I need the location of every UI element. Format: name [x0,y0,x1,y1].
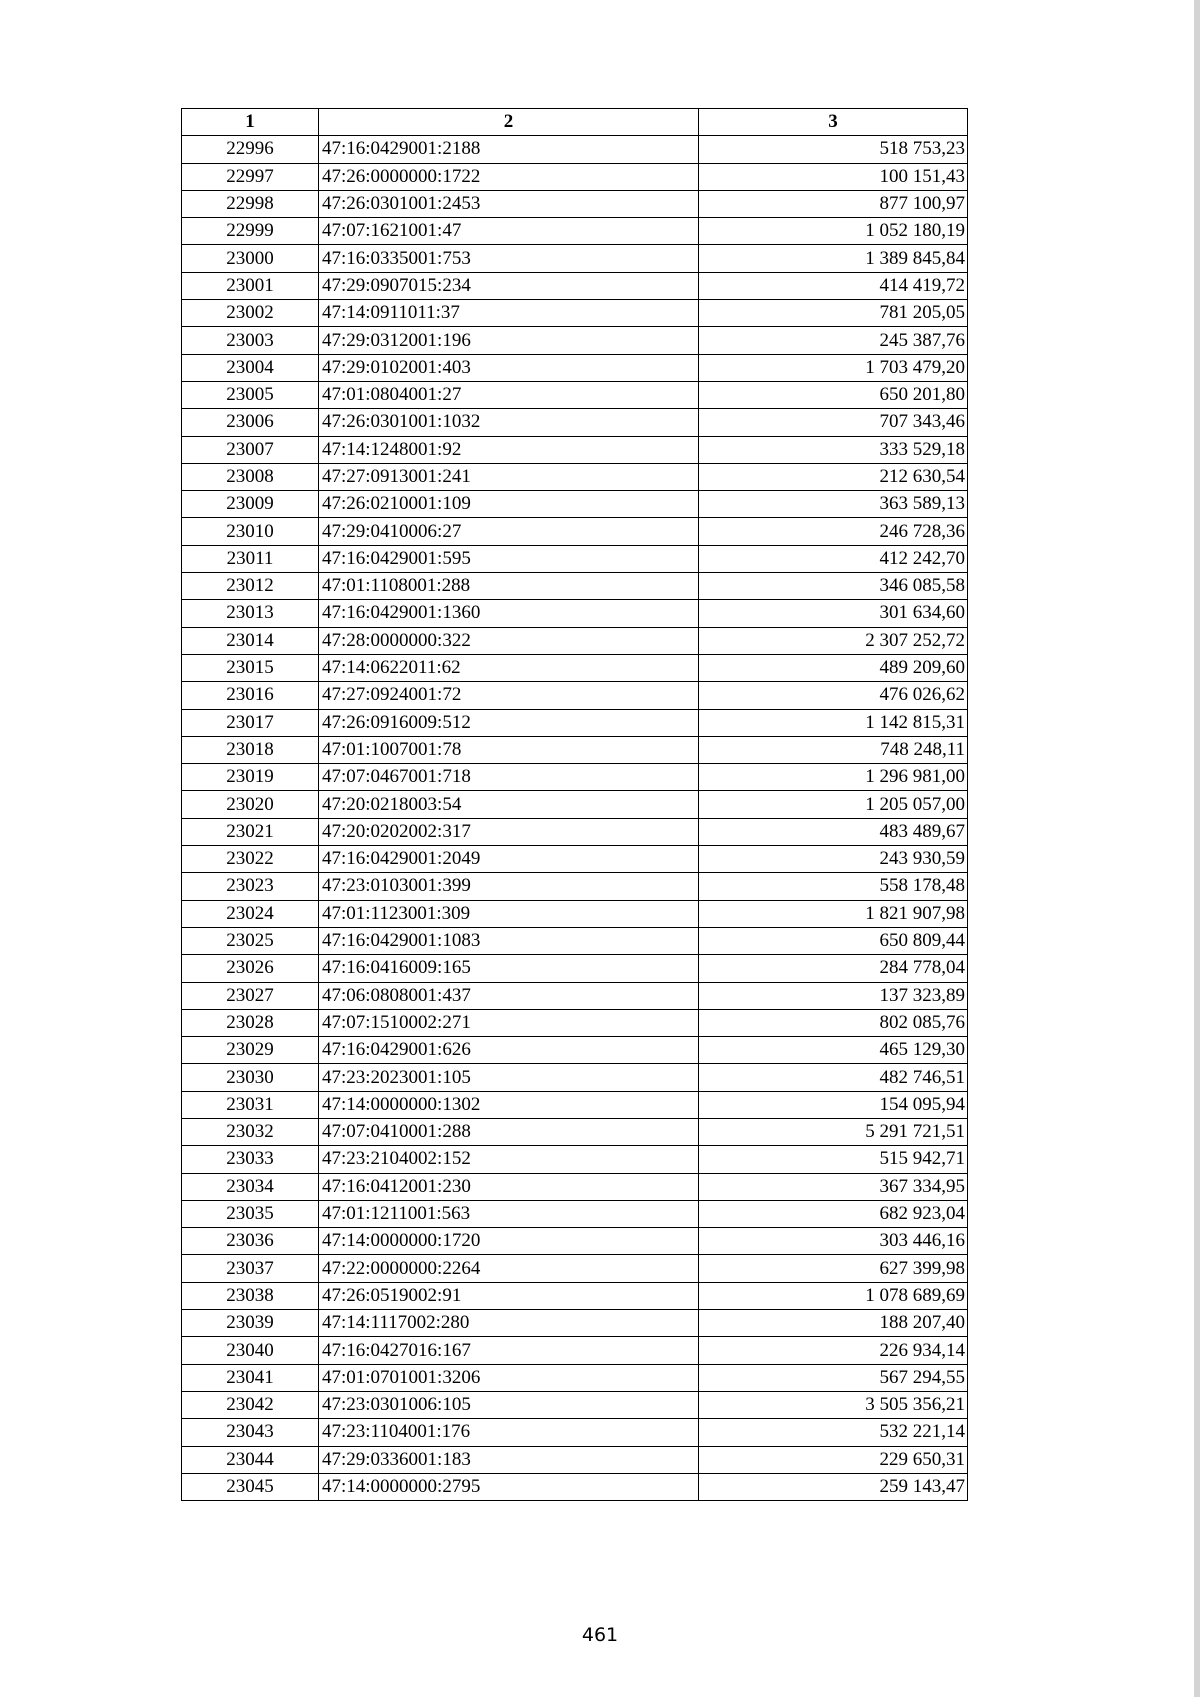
cadastral-value-cell: 367 334,95 [699,1173,968,1200]
cadastral-value-cell: 802 085,76 [699,1009,968,1036]
cadastral-number-cell: 47:07:0410001:288 [319,1118,699,1145]
row-number-cell: 23020 [182,791,319,818]
row-number-cell: 23012 [182,573,319,600]
cadastral-number-cell: 47:26:0916009:512 [319,709,699,736]
cadastral-number-cell: 47:01:1123001:309 [319,900,699,927]
cadastral-number-cell: 47:26:0301001:1032 [319,409,699,436]
page-edge-shadow [1194,0,1200,1697]
table-row [182,1200,968,1227]
cadastral-number-cell: 47:26:0000000:1722 [319,163,699,190]
cadastral-value-cell: 627 399,98 [699,1255,968,1282]
cadastral-value-cell: 245 387,76 [699,327,968,354]
cadastral-value-cell: 284 778,04 [699,955,968,982]
table-row [182,1282,968,1309]
table-row [182,982,968,1009]
header-column-3: 3 [699,109,968,136]
page-number: 461 [581,1624,619,1646]
cadastral-value-cell: 567 294,55 [699,1364,968,1391]
cadastral-value-cell: 188 207,40 [699,1310,968,1337]
row-number-cell: 23010 [182,518,319,545]
cadastral-value-cell: 518 753,23 [699,136,968,163]
cadastral-value-cell: 489 209,60 [699,654,968,681]
cadastral-value-cell: 1 205 057,00 [699,791,968,818]
header-column-2: 2 [319,109,699,136]
cadastral-number-cell: 47:29:0410006:27 [319,518,699,545]
cadastral-value-cell: 1 703 479,20 [699,354,968,381]
cadastral-value-cell: 682 923,04 [699,1200,968,1227]
cadastral-value-cell: 482 746,51 [699,1064,968,1091]
row-number-cell: 23045 [182,1473,319,1500]
cadastral-value-cell: 532 221,14 [699,1419,968,1446]
row-number-cell: 23000 [182,245,319,272]
row-number-cell: 23032 [182,1118,319,1145]
cadastral-value-cell: 333 529,18 [699,436,968,463]
table-row [182,955,968,982]
cadastral-value-cell: 100 151,43 [699,163,968,190]
row-number-cell: 23029 [182,1037,319,1064]
cadastral-number-cell: 47:28:0000000:322 [319,627,699,654]
cadastral-value-cell: 346 085,58 [699,573,968,600]
row-number-cell: 23021 [182,818,319,845]
row-number-cell: 23005 [182,381,319,408]
row-number-cell: 23022 [182,846,319,873]
cadastral-value-cell: 246 728,36 [699,518,968,545]
row-number-cell: 22999 [182,218,319,245]
cadastral-value-cell: 212 630,54 [699,463,968,490]
row-number-cell: 23036 [182,1228,319,1255]
table-row [182,518,968,545]
row-number-cell: 23028 [182,1009,319,1036]
cadastral-value-cell: 243 930,59 [699,846,968,873]
cadastral-number-cell: 47:26:0519002:91 [319,1282,699,1309]
table-row [182,900,968,927]
cadastral-number-cell: 47:16:0416009:165 [319,955,699,982]
cadastral-number-cell: 47:16:0335001:753 [319,245,699,272]
row-number-cell: 23017 [182,709,319,736]
cadastral-number-cell: 47:29:0907015:234 [319,272,699,299]
row-number-cell: 23011 [182,545,319,572]
cadastral-value-cell: 3 505 356,21 [699,1391,968,1418]
cadastral-value-cell: 154 095,94 [699,1091,968,1118]
cadastral-number-cell: 47:07:0467001:718 [319,764,699,791]
row-number-cell: 23008 [182,463,319,490]
table-row [182,1364,968,1391]
cadastral-value-cell: 877 100,97 [699,190,968,217]
cadastral-number-cell: 47:14:0000000:1302 [319,1091,699,1118]
cadastral-value-cell: 1 389 845,84 [699,245,968,272]
cadastral-number-cell: 47:20:0218003:54 [319,791,699,818]
table-row [182,272,968,299]
cadastral-value-cell: 476 026,62 [699,682,968,709]
cadastral-number-cell: 47:16:0429001:2049 [319,846,699,873]
cadastral-number-cell: 47:14:1248001:92 [319,436,699,463]
row-number-cell: 22998 [182,190,319,217]
table-row [182,1173,968,1200]
row-number-cell: 23013 [182,600,319,627]
row-number-cell: 23007 [182,436,319,463]
table-row [182,1337,968,1364]
row-number-cell: 23015 [182,654,319,681]
table-row [182,682,968,709]
cadastral-number-cell: 47:01:1007001:78 [319,736,699,763]
cadastral-number-cell: 47:29:0312001:196 [319,327,699,354]
cadastral-value-cell: 303 446,16 [699,1228,968,1255]
table-row [182,1228,968,1255]
cadastral-value-cell: 1 052 180,19 [699,218,968,245]
table-row [182,327,968,354]
cadastral-value-cell: 465 129,30 [699,1037,968,1064]
row-number-cell: 23031 [182,1091,319,1118]
cadastral-value-cell: 650 201,80 [699,381,968,408]
cadastral-number-cell: 47:22:0000000:2264 [319,1255,699,1282]
table-row [182,1091,968,1118]
cadastral-value-cell: 483 489,67 [699,818,968,845]
table-row [182,1310,968,1337]
cadastral-number-cell: 47:01:1108001:288 [319,573,699,600]
table-row [182,545,968,572]
cadastral-number-cell: 47:01:1211001:563 [319,1200,699,1227]
header-column-1: 1 [182,109,319,136]
cadastral-value-cell: 301 634,60 [699,600,968,627]
cadastral-value-cell: 515 942,71 [699,1146,968,1173]
table-row [182,1473,968,1500]
row-number-cell: 23041 [182,1364,319,1391]
cadastral-value-cell: 414 419,72 [699,272,968,299]
row-number-cell: 23040 [182,1337,319,1364]
table-row [182,709,968,736]
table-row [182,436,968,463]
row-number-cell: 22996 [182,136,319,163]
row-number-cell: 23016 [182,682,319,709]
table-row [182,818,968,845]
cadastral-number-cell: 47:16:0429001:2188 [319,136,699,163]
row-number-cell: 23044 [182,1446,319,1473]
table-row [182,354,968,381]
table-row [182,1446,968,1473]
row-number-cell: 23002 [182,300,319,327]
table-row [182,409,968,436]
row-number-cell: 23018 [182,736,319,763]
row-number-cell: 23009 [182,491,319,518]
row-number-cell: 23001 [182,272,319,299]
cadastral-number-cell: 47:23:2023001:105 [319,1064,699,1091]
cadastral-number-cell: 47:16:0429001:626 [319,1037,699,1064]
table-row [182,600,968,627]
table-body [182,136,968,1501]
table-row [182,300,968,327]
cadastral-value-cell: 707 343,46 [699,409,968,436]
cadastral-number-cell: 47:23:0301006:105 [319,1391,699,1418]
table-row [182,1009,968,1036]
row-number-cell: 23034 [182,1173,319,1200]
table-row [182,873,968,900]
cadastral-number-cell: 47:23:0103001:399 [319,873,699,900]
table-row [182,190,968,217]
cadastral-value-cell: 1 078 689,69 [699,1282,968,1309]
table-row [182,491,968,518]
row-number-cell: 23042 [182,1391,319,1418]
row-number-cell: 23024 [182,900,319,927]
cadastral-number-cell: 47:14:0000000:2795 [319,1473,699,1500]
cadastral-number-cell: 47:01:0804001:27 [319,381,699,408]
table-header [182,109,968,136]
cadastral-number-cell: 47:14:0000000:1720 [319,1228,699,1255]
cadastral-value-cell: 2 307 252,72 [699,627,968,654]
cadastral-number-cell: 47:27:0913001:241 [319,463,699,490]
row-number-cell: 23030 [182,1064,319,1091]
table-row [182,846,968,873]
row-number-cell: 23027 [182,982,319,1009]
cadastral-value-cell: 1 296 981,00 [699,764,968,791]
cadastral-value-cell: 137 323,89 [699,982,968,1009]
cadastral-number-cell: 47:01:0701001:3206 [319,1364,699,1391]
cadastral-value-cell: 226 934,14 [699,1337,968,1364]
cadastral-number-cell: 47:16:0429001:1360 [319,600,699,627]
cadastral-number-cell: 47:16:0412001:230 [319,1173,699,1200]
table-row [182,791,968,818]
row-number-cell: 23025 [182,927,319,954]
row-number-cell: 23037 [182,1255,319,1282]
cadastral-value-cell: 259 143,47 [699,1473,968,1500]
register-table [181,108,968,1501]
table-row [182,1118,968,1145]
row-number-cell: 23006 [182,409,319,436]
row-number-cell: 23014 [182,627,319,654]
register-table-container [181,108,967,1501]
cadastral-number-cell: 47:06:0808001:437 [319,982,699,1009]
cadastral-number-cell: 47:20:0202002:317 [319,818,699,845]
row-number-cell: 23023 [182,873,319,900]
cadastral-number-cell: 47:14:0622011:62 [319,654,699,681]
table-row [182,927,968,954]
row-number-cell: 23026 [182,955,319,982]
table-row [182,1037,968,1064]
row-number-cell: 23033 [182,1146,319,1173]
table-row [182,1064,968,1091]
cadastral-number-cell: 47:16:0429001:595 [319,545,699,572]
cadastral-number-cell: 47:23:1104001:176 [319,1419,699,1446]
row-number-cell: 23038 [182,1282,319,1309]
row-number-cell: 23004 [182,354,319,381]
cadastral-number-cell: 47:16:0427016:167 [319,1337,699,1364]
cadastral-number-cell: 47:07:1621001:47 [319,218,699,245]
table-row [182,573,968,600]
cadastral-number-cell: 47:07:1510002:271 [319,1009,699,1036]
table-row [182,627,968,654]
cadastral-number-cell: 47:27:0924001:72 [319,682,699,709]
header-row [182,109,968,136]
table-row [182,163,968,190]
cadastral-number-cell: 47:14:0911011:37 [319,300,699,327]
cadastral-value-cell: 1 142 815,31 [699,709,968,736]
cadastral-value-cell: 5 291 721,51 [699,1118,968,1145]
cadastral-number-cell: 47:29:0336001:183 [319,1446,699,1473]
table-row [182,654,968,681]
cadastral-number-cell: 47:16:0429001:1083 [319,927,699,954]
cadastral-value-cell: 558 178,48 [699,873,968,900]
cadastral-value-cell: 781 205,05 [699,300,968,327]
row-number-cell: 23039 [182,1310,319,1337]
cadastral-value-cell: 748 248,11 [699,736,968,763]
table-row [182,764,968,791]
row-number-cell: 23019 [182,764,319,791]
row-number-cell: 23043 [182,1419,319,1446]
cadastral-number-cell: 47:29:0102001:403 [319,354,699,381]
table-row [182,1391,968,1418]
row-number-cell: 22997 [182,163,319,190]
table-row [182,136,968,163]
cadastral-number-cell: 47:26:0301001:2453 [319,190,699,217]
cadastral-number-cell: 47:23:2104002:152 [319,1146,699,1173]
table-row [182,245,968,272]
table-row [182,463,968,490]
cadastral-value-cell: 412 242,70 [699,545,968,572]
table-row [182,1255,968,1282]
cadastral-number-cell: 47:14:1117002:280 [319,1310,699,1337]
row-number-cell: 23003 [182,327,319,354]
cadastral-number-cell: 47:26:0210001:109 [319,491,699,518]
table-row [182,736,968,763]
table-row [182,381,968,408]
table-row [182,218,968,245]
row-number-cell: 23035 [182,1200,319,1227]
table-row [182,1146,968,1173]
cadastral-value-cell: 650 809,44 [699,927,968,954]
table-row [182,1419,968,1446]
cadastral-value-cell: 1 821 907,98 [699,900,968,927]
cadastral-value-cell: 229 650,31 [699,1446,968,1473]
cadastral-value-cell: 363 589,13 [699,491,968,518]
